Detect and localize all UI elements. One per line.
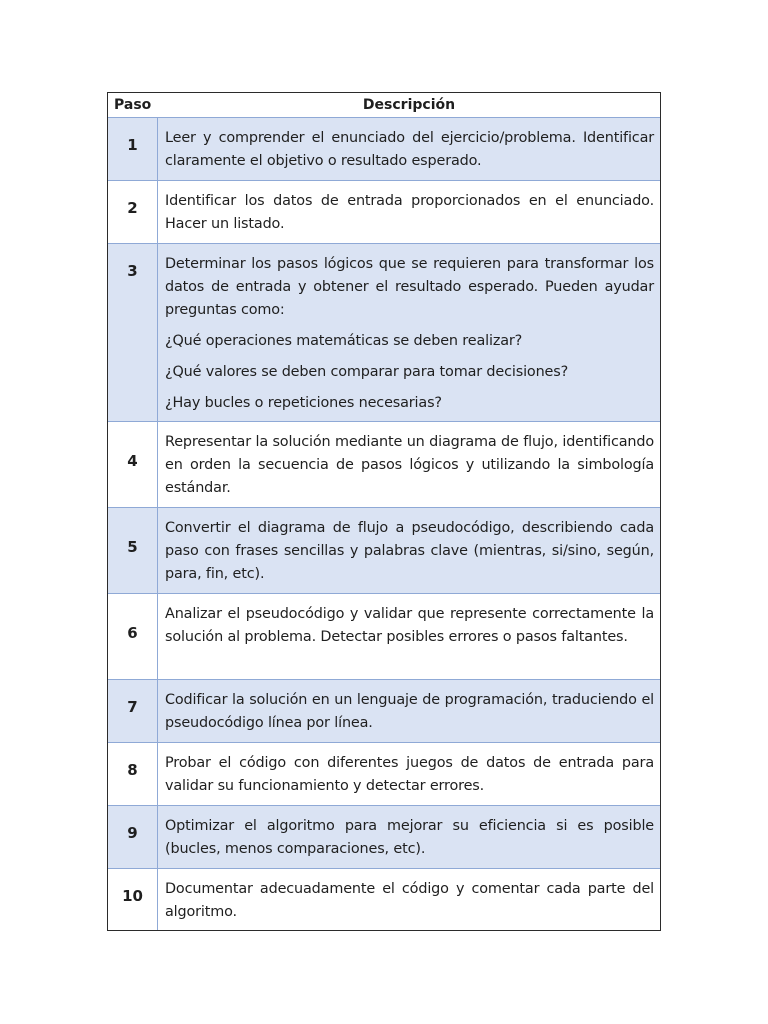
table-row bbox=[108, 244, 660, 422]
description-text: Analizar el pseudocódigo y validar que represente correctamente la solución al problema. Detectar posibles errores o pasos faltantes. bbox=[165, 606, 654, 645]
step-description bbox=[158, 508, 660, 593]
step-description bbox=[158, 422, 660, 507]
table-row bbox=[108, 806, 660, 869]
step-number: 10 bbox=[108, 869, 158, 930]
table-row bbox=[108, 508, 660, 594]
table-row bbox=[108, 869, 660, 930]
description-text: Representar la solución mediante un diagrama de flujo, identificando en orden la secuencia de pasos lógicos y utilizando la simbología estándar. bbox=[165, 434, 654, 496]
step-number: 3 bbox=[108, 244, 158, 421]
step-number: 2 bbox=[108, 181, 158, 243]
table-row bbox=[108, 743, 660, 806]
step-description bbox=[158, 118, 660, 180]
step-number: 5 bbox=[108, 508, 158, 593]
step-description bbox=[158, 806, 660, 868]
step-description bbox=[158, 743, 660, 805]
guiding-question: ¿Hay bucles o repeticiones necesarias? bbox=[165, 395, 442, 411]
step-number: 8 bbox=[108, 743, 158, 805]
guiding-question: ¿Qué operaciones matemáticas se deben realizar? bbox=[165, 333, 523, 349]
description-text: Optimizar el algoritmo para mejorar su eficiencia si es posible (bucles, menos comparaciones, etc). bbox=[165, 818, 654, 857]
header-step: Paso bbox=[114, 97, 152, 113]
step-number: 7 bbox=[108, 680, 158, 742]
step-description bbox=[158, 594, 660, 679]
table-header bbox=[108, 93, 660, 118]
table-row bbox=[108, 118, 660, 181]
step-number: 6 bbox=[108, 594, 158, 679]
step-number: 4 bbox=[108, 422, 158, 507]
table-row bbox=[108, 594, 660, 680]
description-text: Codificar la solución en un lenguaje de programación, traduciendo el pseudocódigo línea por línea. bbox=[165, 692, 654, 731]
guiding-question: ¿Qué valores se deben comparar para tomar decisiones? bbox=[165, 364, 569, 380]
step-number: 1 bbox=[108, 118, 158, 180]
description-text: Identificar los datos de entrada proporcionados en el enunciado. Hacer un listado. bbox=[165, 193, 654, 232]
table-row bbox=[108, 680, 660, 743]
description-text: Probar el código con diferentes juegos de datos de entrada para validar su funcionamiento y detectar errores. bbox=[165, 755, 654, 794]
description-text: Documentar adecuadamente el código y comentar cada parte del algoritmo. bbox=[165, 881, 654, 920]
table-row bbox=[108, 422, 660, 508]
description-text: Determinar los pasos lógicos que se requieren para transformar los datos de entrada y obtener el resultado esperado. Pueden ayudar preguntas como: bbox=[165, 256, 654, 318]
description-text: Convertir el diagrama de flujo a pseudocódigo, describiendo cada paso con frases sencillas y palabras clave (mientras, si/sino, según, para, fin, etc). bbox=[165, 520, 654, 582]
steps-table bbox=[107, 92, 661, 931]
step-description bbox=[158, 181, 660, 243]
description-text: Leer y comprender el enunciado del ejercicio/problema. Identificar claramente el objetivo o resultado esperado. bbox=[165, 130, 654, 169]
table-row bbox=[108, 181, 660, 244]
step-description bbox=[158, 680, 660, 742]
header-description: Descripción bbox=[362, 97, 456, 113]
step-description bbox=[158, 869, 660, 930]
step-number: 9 bbox=[108, 806, 158, 868]
step-description bbox=[158, 244, 660, 421]
